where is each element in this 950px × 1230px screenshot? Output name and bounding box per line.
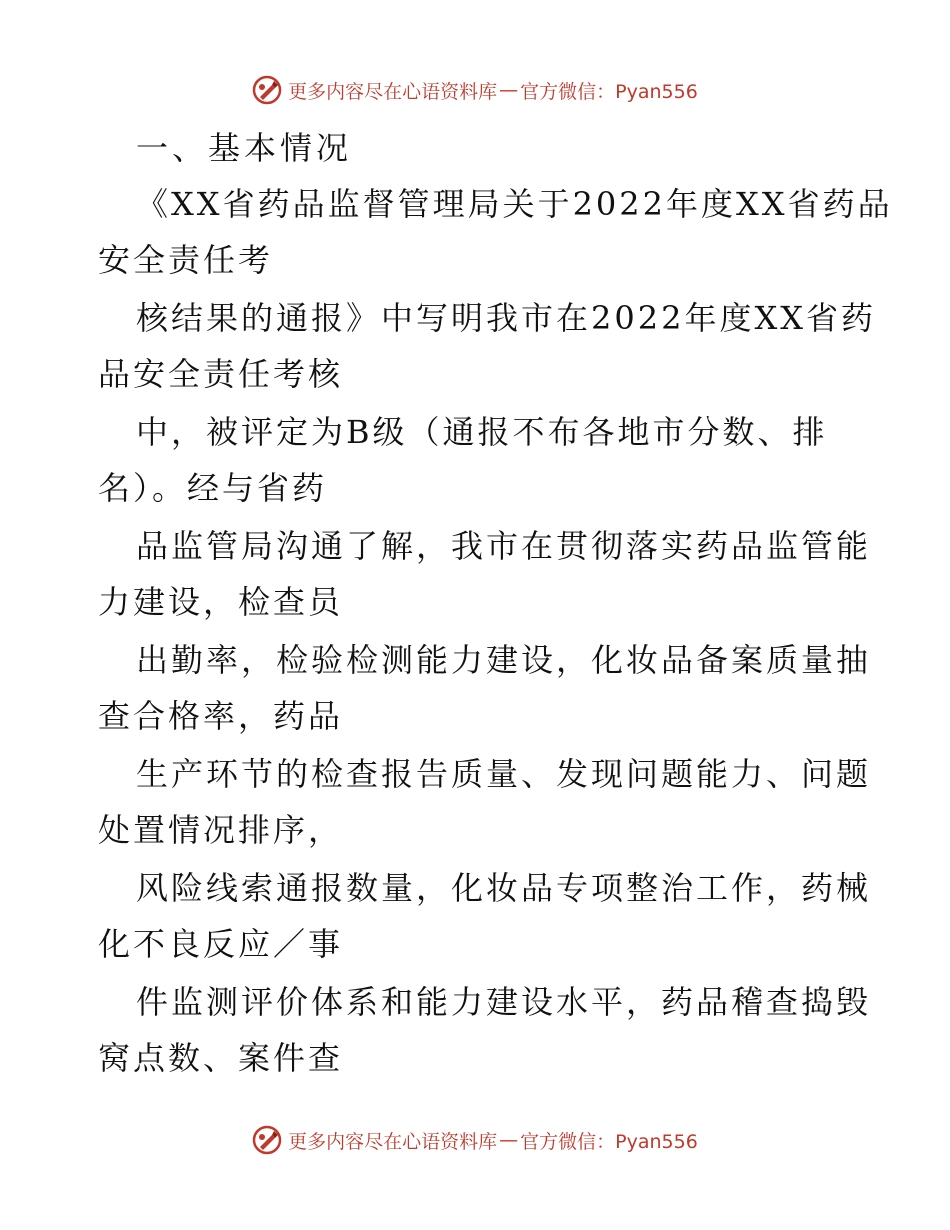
line-rest: 处置情况排序， — [98, 811, 344, 849]
watermark-text: 更多内容尽在心语资料库 — [288, 80, 498, 103]
paragraph-line — [98, 632, 872, 744]
line-first: 《XX省药品监督管理局关于2022年度XX省药品 — [136, 185, 893, 223]
line-first: 件监测评价体系和能力建设水平，药品稽查捣毁 — [136, 983, 872, 1021]
paragraph-line — [98, 290, 877, 402]
line-first: 核结果的通报》中写明我市在2022年度XX省药 — [136, 299, 877, 337]
line-first: 中，被评定为B级（通报不布各地市分数、排 — [136, 413, 828, 451]
watermark-contact: 官方微信：Pyan556 — [520, 80, 698, 103]
watermark-header — [0, 72, 950, 108]
line-rest: 查合格率，药品 — [98, 697, 344, 735]
line-rest: 力建设，检查员 — [98, 583, 344, 621]
watermark-dash: — — [499, 79, 519, 101]
line-rest: 窝点数、案件查 — [98, 1039, 344, 1077]
pen-logo-icon — [252, 1125, 282, 1155]
line-first: 风险线索通报数量，化妆品专项整治工作，药械 — [136, 869, 872, 907]
line-rest: 品安全责任考核 — [98, 355, 344, 393]
line-rest: 安全责任考 — [98, 241, 274, 279]
line-first: 出勤率，检验检测能力建设，化妆品备案质量抽 — [136, 641, 872, 679]
line-first: 品监管局沟通了解，我市在贯彻落实药品监管能 — [136, 527, 872, 565]
paragraph-line — [98, 746, 872, 858]
watermark-footer — [0, 1122, 950, 1158]
paragraph-line — [98, 974, 872, 1086]
watermark-contact: 官方微信：Pyan556 — [520, 1130, 698, 1153]
line-first: 生产环节的检查报告质量、发现问题能力、问题 — [136, 755, 872, 793]
paragraph-line — [98, 404, 854, 516]
line-rest: 名）。经与省药 — [98, 469, 328, 507]
section-heading: 一、基本情况 — [136, 129, 353, 167]
paragraph-line — [98, 860, 872, 972]
watermark-text: 更多内容尽在心语资料库 — [288, 1130, 498, 1153]
paragraph-line — [98, 176, 893, 288]
pen-logo-icon — [252, 75, 282, 105]
paragraph-line — [98, 518, 872, 630]
line-rest: 化不良反应／事 — [98, 925, 344, 963]
watermark-dash: — — [499, 1129, 519, 1151]
document-body — [98, 122, 893, 1086]
